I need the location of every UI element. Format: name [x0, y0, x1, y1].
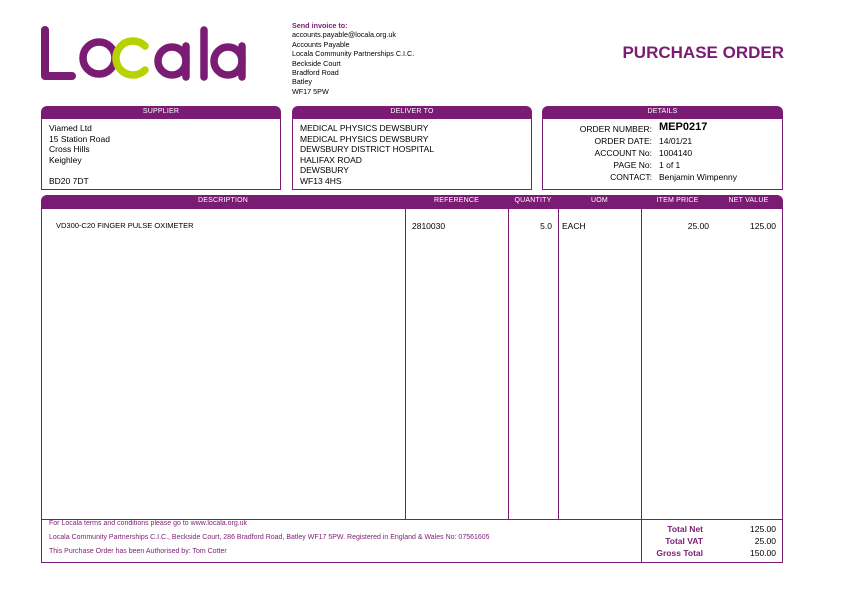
- deliver-to-header: DELIVER TO: [292, 106, 532, 118]
- delivery-line: WF13 4HS: [300, 175, 342, 186]
- delivery-line: HALIFAX ROAD: [300, 154, 362, 165]
- item-description: VD300-C20 FINGER PULSE OXIMETER: [56, 221, 194, 230]
- supplier-box: [41, 118, 281, 190]
- supplier-line: Keighley: [49, 154, 82, 165]
- invoice-address-line: WF17 5PW: [292, 86, 329, 96]
- supplier-header: SUPPLIER: [41, 106, 281, 118]
- supplier-line: Viamed Ltd: [49, 123, 92, 133]
- col-header-quantity: QUANTITY: [514, 197, 552, 204]
- column-divider: [558, 208, 559, 519]
- total-net-value: 125.00: [750, 524, 776, 534]
- item-price: 25.00: [687, 221, 709, 231]
- contact-label: CONTACT:: [610, 172, 652, 182]
- delivery-line: DEWSBURY DISTRICT HOSPITAL: [300, 144, 434, 155]
- invoice-address-line: Locala Community Partnerships C.I.C.: [292, 49, 415, 59]
- col-header-net-value: NET VALUE: [728, 197, 769, 204]
- total-vat-value: 25.00: [754, 536, 776, 546]
- order-number-value: MEP0217: [659, 121, 708, 133]
- col-header-reference: REFERENCE: [434, 197, 479, 204]
- gross-total-value: 150.00: [750, 548, 776, 558]
- document-title: PURCHASE ORDER: [622, 43, 784, 62]
- details-header: DETAILS: [542, 106, 783, 118]
- item-reference: 2810030: [412, 221, 446, 231]
- item-quantity: 5.0: [540, 221, 552, 231]
- invoice-address-line: Batley: [292, 77, 312, 87]
- order-date-value: 14/01/21: [659, 136, 693, 146]
- deliver-to-box: [292, 118, 532, 190]
- invoice-address-line: Beckside Court: [292, 58, 341, 68]
- item-net-value: 125.00: [750, 221, 776, 231]
- supplier-line: BD20 7DT: [49, 175, 89, 186]
- col-header-item-price: ITEM PRICE: [656, 197, 699, 204]
- column-divider: [405, 208, 406, 519]
- delivery-line: DEWSBURY: [300, 165, 349, 176]
- invoice-address-line: accounts.payable@locala.org.uk: [292, 30, 396, 40]
- item-uom: EACH: [562, 221, 586, 231]
- page-number-label: PAGE No:: [613, 160, 652, 170]
- total-net-label: Total Net: [667, 524, 703, 534]
- col-header-description: DESCRIPTION: [197, 197, 249, 204]
- contact-value: Benjamin Wimpenny: [659, 172, 737, 182]
- send-invoice-heading: Send invoice to:: [292, 21, 348, 30]
- invoice-address-line: Bradford Road: [292, 68, 339, 78]
- logo-graphic: [40, 24, 250, 86]
- gross-total-label: Gross Total: [656, 548, 703, 558]
- total-vat-label: Total VAT: [665, 536, 703, 546]
- delivery-line: MEDICAL PHYSICS DEWSBURY: [300, 123, 429, 133]
- account-number-value: 1004140: [659, 148, 693, 158]
- send-invoice-block: [292, 21, 414, 96]
- supplier-line: Cross Hills: [49, 144, 90, 155]
- supplier-line: [49, 165, 110, 176]
- column-divider: [641, 208, 642, 563]
- company-registration-text: Locala Community Partnerships C.I.C., Beckside Court, 286 Bradford Road, Batley WF17 5PW. Registered in England & Wales No: 07561605: [49, 534, 490, 541]
- invoice-address-line: Accounts Payable: [292, 39, 350, 49]
- details-box: [542, 118, 783, 190]
- col-header-uom: UOM: [591, 197, 608, 204]
- terms-link-text[interactable]: For Locala terms and conditions please go to www.locala.org.uk: [49, 520, 248, 527]
- delivery-line: MEDICAL PHYSICS DEWSBURY: [300, 133, 429, 144]
- page-number-value: 1 of 1: [659, 160, 681, 170]
- order-number-label: ORDER NUMBER:: [579, 124, 652, 134]
- items-table: [41, 208, 783, 563]
- account-number-label: ACCOUNT No:: [594, 148, 652, 158]
- order-date-label: ORDER DATE:: [594, 136, 652, 146]
- supplier-line: 15 Station Road: [49, 133, 110, 144]
- locala-logo: [40, 24, 250, 86]
- authorisation-text: This Purchase Order has been Authorised by: Tom Cotter: [49, 548, 227, 555]
- column-divider: [508, 208, 509, 519]
